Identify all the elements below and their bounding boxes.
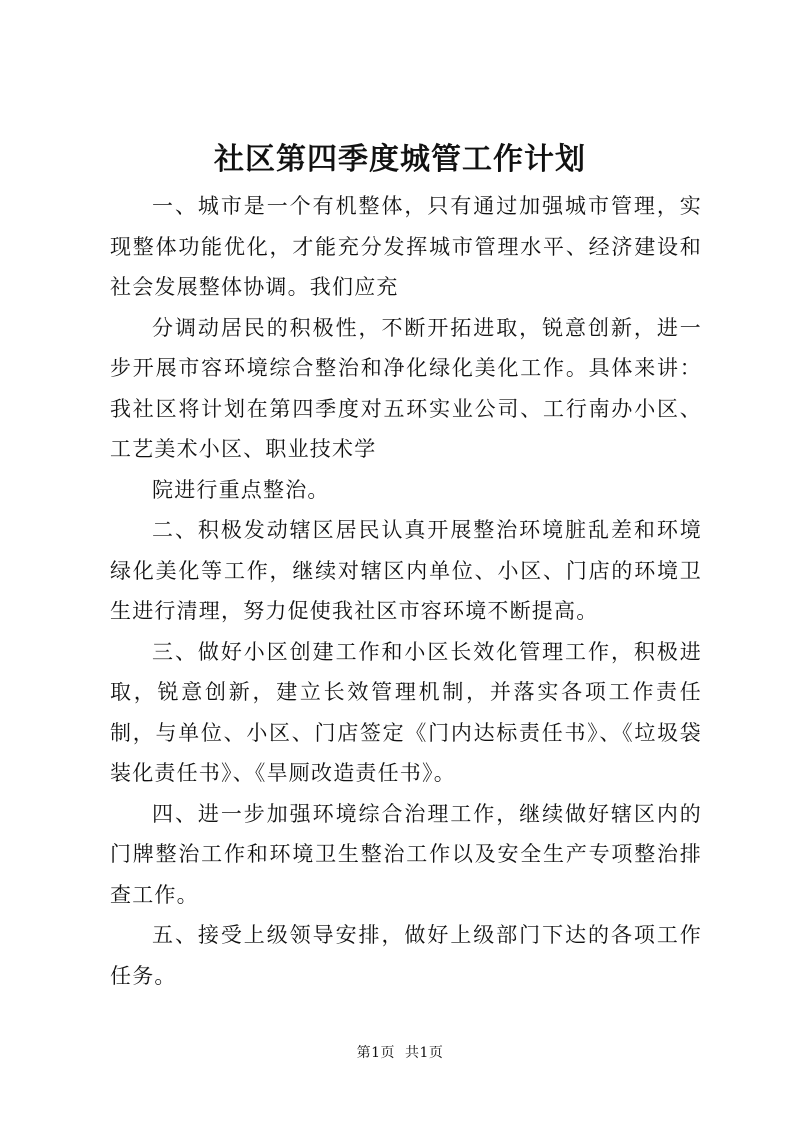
page-number-current: 第1页 [356, 1045, 395, 1061]
paragraph-5: 三、做好小区创建工作和小区长效化管理工作，积极进取，锐意创新，建立长效管理机制，并落实各项工作责任制，与单位、小区、门店签定《门内达标责任书》、《垃圾袋装化责任书》、《旱厕改造责任书》。 [110, 639, 702, 785]
paragraph-3: 院进行重点整治。 [152, 477, 330, 502]
paragraph-1: 一、城市是一个有机整体，只有通过加强城市管理，实现整体功能优化，才能充分发挥城市管理水平、经济建设和社会发展整体协调。我们应充 [110, 194, 702, 299]
paragraph-6: 四、进一步加强环境综合治理工作，继续做好辖区内的门牌整治工作和环境卫生整治工作以及安全生产专项整治排查工作。 [110, 801, 702, 907]
document-body [110, 186, 702, 996]
document-title: 社区第四季度城管工作计划 [214, 142, 586, 177]
paragraph-4: 二、积极发动辖区居民认真开展整治环境脏乱差和环境绿化美化等工作，继续对辖区内单位、小区、门店的环境卫生进行清理，努力促使我社区市容环境不断提高。 [110, 518, 702, 623]
paragraph-7: 五、接受上级领导安排，做好上级部门下达的各项工作任务。 [110, 923, 702, 988]
page-number-total: 共1页 [405, 1045, 444, 1061]
page-footer [0, 1043, 800, 1063]
paragraph-2: 分调动居民的积极性，不断开拓进取，锐意创新，进一步开展市容环境综合整治和净化绿化美化工作。具体来讲：我社区将计划在第四季度对五环实业公司、工行南办小区、工艺美术小区、职业技术学 [110, 315, 702, 461]
